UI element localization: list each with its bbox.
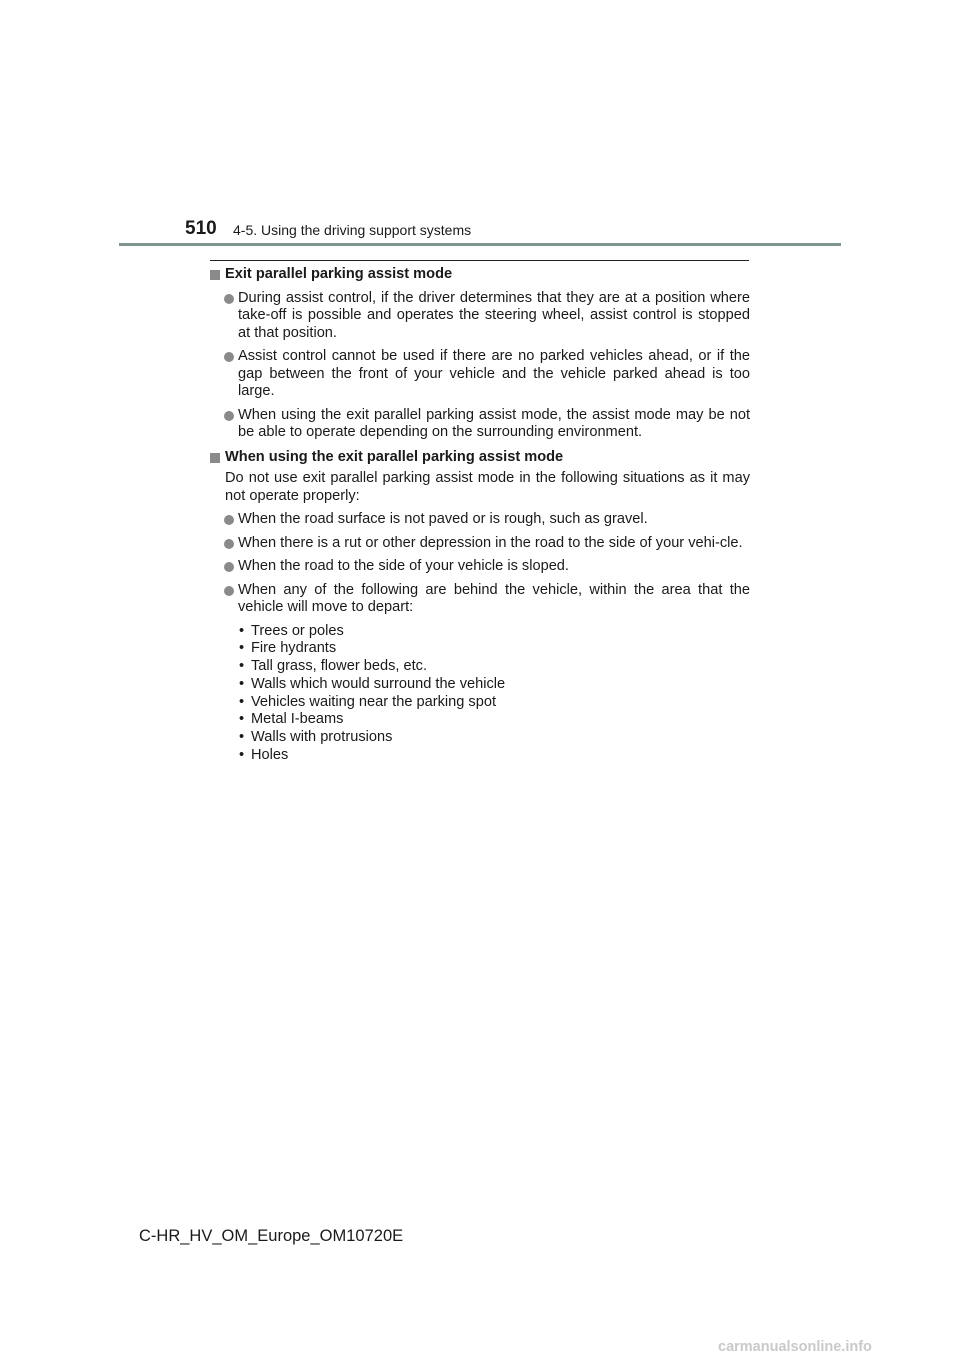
obstacle-list — [210, 623, 750, 765]
bullet-item: When using the exit parallel parking assist mode, the assist mode may be not be able to operate depending on the surrounding environment. — [210, 407, 750, 442]
list-item: • Holes — [238, 747, 750, 765]
footer-doc-code: C-HR_HV_OM_Europe_OM10720E — [139, 1227, 404, 1245]
list-item: • Walls with protrusions — [238, 729, 750, 747]
bullet-item: When there is a rut or other depression in the road to the side of your vehi-cle. — [210, 535, 750, 553]
circle-bullet-icon — [224, 515, 234, 525]
list-item: • Fire hydrants — [238, 640, 750, 658]
header-rule — [119, 243, 841, 246]
list-item: • Metal I-beams — [238, 711, 750, 729]
list-item: • Vehicles waiting near the parking spot — [238, 694, 750, 712]
bullet-item: When any of the following are behind the vehicle, within the area that the vehicle will move to depart: — [210, 582, 750, 617]
page-number: 510 — [185, 218, 217, 239]
circle-bullet-icon — [224, 352, 234, 362]
square-bullet-icon — [210, 453, 220, 463]
circle-bullet-icon — [224, 411, 234, 421]
circle-bullet-icon — [224, 586, 234, 596]
circle-bullet-icon — [224, 562, 234, 572]
circle-bullet-icon — [224, 294, 234, 304]
section-heading: Exit parallel parking assist mode — [210, 266, 750, 284]
bullet-item: When the road to the side of your vehicle is sloped. — [210, 558, 750, 576]
square-bullet-icon — [210, 270, 220, 280]
bullet-item: Assist control cannot be used if there are no parked vehicles ahead, or if the gap between the front of your vehicle and the vehicle parked ahead is too large. — [210, 348, 750, 401]
section-intro: Do not use exit parallel parking assist mode in the following situations as it may not operate properly: — [225, 470, 750, 504]
section-heading: When using the exit parallel parking assist mode — [210, 449, 750, 467]
bullet-item: When the road surface is not paved or is rough, such as gravel. — [210, 511, 750, 529]
bullet-item: During assist control, if the driver determines that they are at a position where take-off is possible and operates the steering wheel, assist control is stopped at that position. — [210, 290, 750, 343]
list-item: • Tall grass, flower beds, etc. — [238, 658, 750, 676]
section-title: 4-5. Using the driving support systems — [233, 222, 472, 238]
circle-bullet-icon — [224, 539, 234, 549]
content-top-rule — [210, 260, 749, 261]
list-item: • Trees or poles — [238, 623, 750, 641]
content-body — [210, 266, 750, 765]
list-item: • Walls which would surround the vehicle — [238, 676, 750, 694]
watermark: carmanualsonline.info — [718, 1339, 872, 1355]
